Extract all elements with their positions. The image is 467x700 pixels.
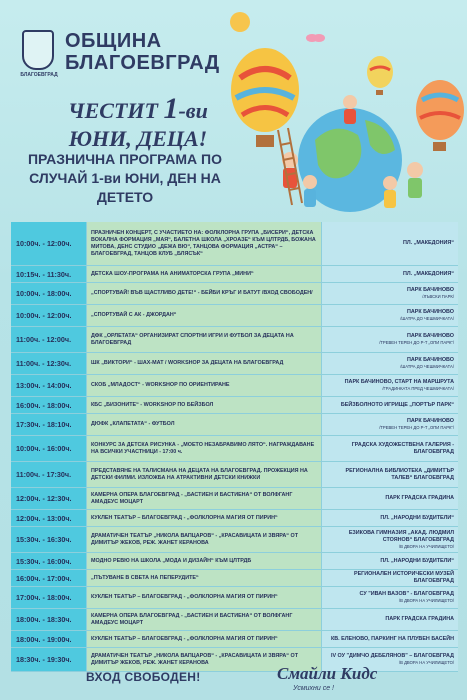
event-description: КУКЛЕН ТЕАТЪР – БЛАГОЕВГРАД - „ФОЛКЛОРНА МАГИЯ ОТ ПИРИН“ — [87, 631, 322, 647]
event-place: ПАРК БАЧИНОВО — [406, 333, 454, 340]
event-place-cell — [322, 266, 458, 282]
event-time: 10:00ч. - 18:00ч. — [11, 283, 87, 304]
event-time: 18:00ч. - 18:30ч. — [11, 609, 87, 630]
sponsor-logo-text: Смайли Кидс — [277, 664, 378, 683]
event-place: ПАРК ГРАДСКА ГРАДИНА — [385, 495, 454, 501]
event-time: 16:00ч. - 18:00ч. — [11, 397, 87, 413]
event-place-cell — [322, 631, 458, 647]
event-description: МОДНО РЕВЮ НА ШКОЛА „МОДА И ДИЗАЙН“ КЪМ ЦЛТРДБ — [87, 553, 322, 569]
event-time: 18:30ч. - 19:30ч. — [11, 648, 87, 671]
event-description: КУКЛЕН ТЕАТЪР – БЛАГОЕВГРАД - „ФОЛКЛОРНА МАГИЯ ОТ ПИРИН“ — [87, 587, 322, 608]
congrats-number: 1 — [163, 92, 179, 125]
event-place: ПЛ. „НАРОДНИ БУДИТЕЛИ“ — [380, 514, 454, 521]
program-subtitle: ПРАЗНИЧНА ПРОГРАМА ПО СЛУЧАЙ 1-ви ЮНИ, ДЕН НА ДЕТЕТО — [27, 151, 223, 205]
event-place: ГРАДСКА ХУДОЖЕСТВЕНА ГАЛЕРИЯ - БЛАГОЕВГРАД — [351, 441, 454, 455]
event-time: 11:00ч. - 12:30ч. — [11, 353, 87, 374]
event-place: ПЛ. „МАКЕДОНИЯ“ — [403, 270, 454, 277]
program-row — [11, 462, 458, 488]
event-place-cell — [322, 570, 458, 586]
event-place: СУ "ИВАН ВАЗОВ" - БЛАГОЕВГРАД — [359, 591, 454, 598]
festive-illustration — [230, 0, 467, 222]
event-place-cell — [322, 609, 458, 630]
event-place: ПАРК ГРАДСКА ГРАДИНА — [385, 616, 454, 622]
program-row — [11, 266, 458, 283]
program-row — [11, 353, 458, 375]
program-row — [11, 414, 458, 436]
event-place-note: /ГРАДИНКАТА ПРЕД ЧЕШМИЧКАТА/ — [382, 386, 454, 392]
event-time: 13:00ч. - 14:00ч. — [11, 375, 87, 396]
event-place: КВ. ЕЛЕНОВО, ПАРКИНГ НА ПЛУВЕН БАСЕЙН — [330, 635, 454, 642]
event-place-cell — [322, 327, 458, 352]
congrats-suffix: -ви — [178, 98, 208, 123]
free-entry-label: ВХОД СВОБОДЕН! — [86, 670, 201, 684]
municipality-crest-icon — [22, 30, 54, 70]
event-place: РЕГИОНАЛЕН ИСТОРИЧЕСКИ МУЗЕЙ БЛАГОЕВГРАД — [353, 571, 454, 584]
event-place-note: /В ДВОРА НА УЧИЛИЩЕТО/ — [398, 598, 454, 604]
event-description: КБС „БИЗОНИТЕ“ - WORKSHOP ПО БЕЙЗБОЛ — [87, 397, 322, 413]
congrats-heading — [28, 92, 248, 153]
event-time: 12:00ч. - 13:00ч. — [11, 510, 87, 526]
event-place-note: /ЛЪВСКИ ПАРК/ — [422, 294, 454, 300]
event-place-cell — [322, 587, 458, 608]
event-place-cell — [322, 375, 458, 396]
event-description: КАМЕРНА ОПЕРА БЛАГОЕВГРАД - „БАСТИЕН И БАСТИЕНА“ ОТ ВОЛФГАНГ АМАДЕУС МОЦАРТ — [87, 488, 322, 509]
event-description: „ПЪТУВАНЕ В СВЕТА НА ПЕПЕРУДИТЕ“ — [87, 570, 322, 586]
event-description: ПРЕДСТАВЯНЕ НА ТАЛИСМАНА НА ДЕЦАТА НА БЛАГОЕВГРАД. ПРОЖЕКЦИЯ НА ДЕТСКИ ФИЛМИ. ИЗЛОЖБА НА АТРАКТИВНИ ДЕТСКИ КНИЖКИ — [87, 462, 322, 487]
program-row — [11, 488, 458, 510]
event-place-cell — [322, 397, 458, 413]
event-description: ДЮФК „КЛАПЕТАТА“ - ФУТБОЛ — [87, 414, 322, 435]
event-time: 18:00ч. - 19:00ч. — [11, 631, 87, 647]
event-description: КОНКУРС ЗА ДЕТСКА РИСУНКА - „МОЕТО НЕЗАБРАВИМО ЛЯТО“. НАГРАЖДАВАНЕ НА ВСИЧКИ УЧАСТНИЦИ - 17:00 ч. — [87, 436, 322, 461]
logo-caption: БЛАГОЕВГРАД — [20, 72, 58, 78]
event-description: ДЕТСКА ШОУ-ПРОГРАМА НА АНИМАТОРСКА ГРУПА „МИНИ“ — [87, 266, 322, 282]
event-place-cell — [322, 305, 458, 326]
municipality-name: ОБЩИНА БЛАГОЕВГРАД — [65, 30, 220, 74]
event-place: ПЛ. „НАРОДНИ БУДИТЕЛИ“ — [380, 557, 454, 564]
event-place-cell — [322, 283, 458, 304]
event-place-note: /В ДВОРА НА УЧИЛИЩЕТО/ — [398, 543, 454, 549]
header — [0, 0, 467, 222]
hot-air-balloon-icon — [416, 80, 464, 151]
program-row — [11, 570, 458, 587]
program-row — [11, 527, 458, 553]
program-row — [11, 375, 458, 397]
program-row — [11, 305, 458, 327]
event-description: ДРАМАТИЧЕН ТЕАТЪР „НИКОЛА ВАПЦАРОВ“ - „КРАСАВИЦАТА И ЗВЯРА“ ОТ ДИМИТЪР ЖЕКОВ, РЕЖ. ЖАНЕТ КЕРАНОВА — [87, 527, 322, 552]
congrats-word: ЧЕСТИТ — [68, 98, 158, 123]
event-place: ПАРК БАЧИНОВО — [406, 357, 454, 364]
event-description: „СПОРТУВАЙ С АК - ДЖОРДАН“ — [87, 305, 322, 326]
event-place-note: /В ДВОРА НА УЧИЛИЩЕТО/ — [398, 660, 454, 666]
event-time: 10:00ч. - 12:00ч. — [11, 305, 87, 326]
event-place-cell — [322, 222, 458, 265]
event-place: ЕЗИКОВА ГИМНАЗИЯ „АКАД. ЛЮДМИЛ СТОЯНОВ“ БЛАГОЕВГРАД — [348, 529, 454, 543]
program-row — [11, 631, 458, 648]
event-time: 17:00ч. - 18:00ч. — [11, 587, 87, 608]
event-description: СКОБ „МЛАДОСТ“ - WORKSHOP ПО ОРИЕНТИРАНЕ — [87, 375, 322, 396]
event-place-note: /ШАТРА ДО ЧЕШМИЧКАТА/ — [400, 316, 454, 322]
event-description: КАМЕРНА ОПЕРА БЛАГОЕВГРАД - „БАСТИЕН И БАСТИЕНА“ ОТ ВОЛФГАНГ АМАДЕУС МОЦАРТ — [87, 609, 322, 630]
program-row — [11, 553, 458, 570]
program-row — [11, 327, 458, 353]
event-time: 15:30ч. - 16:00ч. — [11, 553, 87, 569]
event-place: РЕГИОНАЛНА БИБЛИОТЕКА „ДИМИТЪР ТАЛЕВ“ БЛАГОЕВГРАД — [345, 467, 454, 481]
event-description: ДФК „ОРЛЕТАТА“ ОРГАНИЗИРАТ СПОРТНИ ИГРИ И ФУТБОЛ ЗА ДЕЦАТА НА БЛАГОЕВГРАД — [87, 327, 322, 352]
butterfly-icon — [306, 34, 325, 42]
event-place-cell — [322, 414, 458, 435]
event-place-cell — [322, 462, 458, 487]
event-description: „СПОРТУВАЙ! ВЪВ ЩАСТЛИВО ДЕТЕ!“ - БЕЙБИ КРЪГ И БАТУТ /ВХОД СВОБОДЕН/ — [87, 283, 322, 304]
program-row — [11, 283, 458, 305]
event-time: 11:00ч. - 17:30ч. — [11, 462, 87, 487]
event-place: ПЛ. „МАКЕДОНИЯ“ — [403, 240, 454, 246]
sun-icon — [230, 12, 250, 32]
event-place-cell — [322, 436, 458, 461]
event-place-cell — [322, 488, 458, 509]
event-place-cell — [322, 510, 458, 526]
event-description: ПРАЗНИЧЕН КОНЦЕРТ, С УЧАСТИЕТО НА: ФОЛКЛОРНА ГРУПА „БИСЕРИ“, ДЕТСКА ВОКАЛНА ФОРМАЦИЯ „МАЯ“, БАЛЕТНА ШКОЛА „ХРОАЗЕ“ КЪМ ЦЛТРДБ, БОЖАНА МИТОВА, ДЕНС СТУДИО „ДЕЖА ВЮ“, ТАНЦОВА ФОРМАЦИЯ „АСТРА“ – БЛАГОЕВГРАД, ТАНЦОВ КЛУБ „БЛЯСЪК“ — [87, 222, 322, 265]
event-place: ПАРК БАЧИНОВО — [406, 287, 454, 294]
event-place: ПАРК БАЧИНОВО — [406, 418, 454, 425]
event-place: ПАРК БАЧИНОВО — [406, 309, 454, 316]
event-description: ДРАМАТИЧЕН ТЕАТЪР „НИКОЛА ВАПЦАРОВ“ - „КРАСАВИЦАТА И ЗВЯРА“ ОТ ДИМИТЪР ЖЕКОВ, РЕЖ. ЖАНЕТ КЕРАНОВА — [87, 648, 322, 671]
event-time: 10:00ч. - 16:00ч. — [11, 436, 87, 461]
program-row — [11, 222, 458, 266]
program-row — [11, 587, 458, 609]
event-place-cell — [322, 353, 458, 374]
event-place: IV ОУ "ДИМЧО ДЕБЕЛЯНОВ" – БЛАГОЕВГРАД — [330, 653, 454, 660]
event-place: ПАРК БАЧИНОВО, СТАРТ НА МАРШРУТА — [344, 379, 454, 386]
event-time: 16:00ч. - 17:00ч. — [11, 570, 87, 586]
program-table — [11, 222, 458, 672]
event-time: 17:30ч. - 18:10ч. — [11, 414, 87, 435]
event-place-cell — [322, 553, 458, 569]
event-place: БЕЙЗБОЛНОТО ИГРИЩЕ „ПОРТЪР ПАРК“ — [340, 401, 454, 408]
hot-air-balloon-icon — [367, 56, 393, 95]
congrats-line-2: ЮНИ, ДЕЦА! — [68, 126, 208, 151]
event-place-note: /ТРЕВЕН ТЕРЕН ДО Р-Т „ОПИ ПАРК“/ — [379, 425, 454, 431]
event-time: 10:15ч. - 11:30ч. — [11, 266, 87, 282]
footer — [0, 660, 467, 700]
program-row — [11, 397, 458, 414]
event-time: 10:00ч. - 12:00ч. — [11, 222, 87, 265]
event-time: 11:00ч. - 12:00ч. — [11, 327, 87, 352]
event-description: КУКЛЕН ТЕАТЪР – БЛАГОЕВГРАД - „ФОЛКЛОРНА МАГИЯ ОТ ПИРИН“ — [87, 510, 322, 526]
sponsor-tagline: Усмихни се ! — [293, 685, 334, 692]
event-place-note: /ТРЕВЕН ТЕРЕН ДО Р-Т „ОПИ ПАРК“/ — [379, 340, 454, 346]
event-time: 15:30ч. - 16:30ч. — [11, 527, 87, 552]
program-row — [11, 609, 458, 631]
event-place-note: /ШАТРА ДО ЧЕШМИЧКАТА/ — [400, 364, 454, 370]
program-row — [11, 436, 458, 462]
program-row — [11, 510, 458, 527]
event-time: 12:00ч. - 12:30ч. — [11, 488, 87, 509]
event-place-cell — [322, 527, 458, 552]
event-description: ШК „ВИКТОРИ“ - ШАХ-МАТ / WORKSHOP ЗА ДЕЦАТА НА БЛАГОЕВГРАД — [87, 353, 322, 374]
